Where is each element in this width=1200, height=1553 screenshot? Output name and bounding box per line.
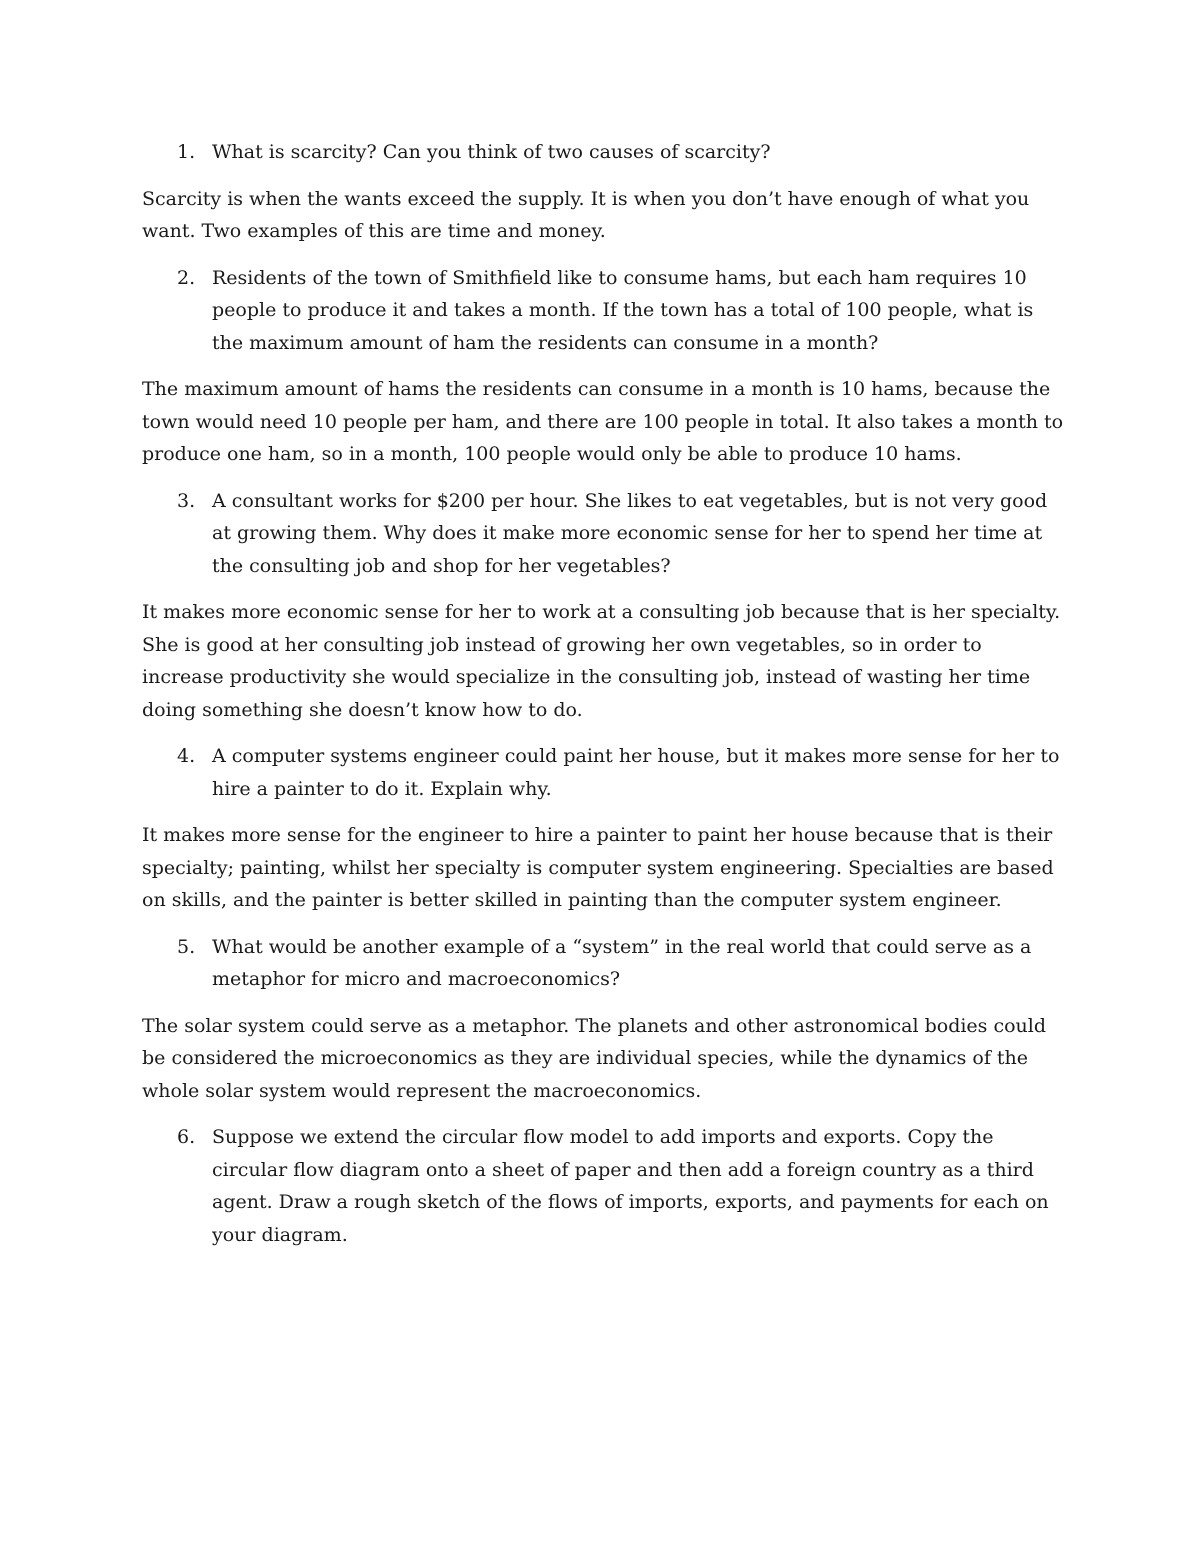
question-text: What would be another example of a “system” in the real world that could serve as a metaphor for micro and macroeconomics? [212, 935, 1032, 990]
answer-4: It makes more sense for the engineer to hire a painter to paint her house because that is their specialty; painting, whilst her specialty is computer system engineering. Specialties are based on skills, and the painter is better skilled in painting than the computer system engineer. [142, 824, 1054, 911]
document-page [142, 136, 1067, 1265]
question-number: 2. [177, 266, 196, 289]
question-text: A consultant works for $200 per hour. She likes to eat vegetables, but is not very good at growing them. Why does it make more economic sense for her to spend her time at the consulting job and shop for her vegetables? [212, 489, 1048, 577]
question-6 [142, 1121, 1067, 1251]
question-5 [142, 931, 1067, 996]
answer-5: The solar system could serve as a metaphor. The planets and other astronomical bodies could be considered the microeconomics as they are individual species, while the dynamics of the whole solar system would represent the macroeconomics. [142, 1014, 1047, 1102]
question-number: 5. [177, 935, 196, 958]
answer-1: Scarcity is when the wants exceed the supply. It is when you don’t have enough of what you want. Two examples of this are time and money. [142, 187, 1030, 242]
question-1 [142, 136, 1067, 169]
question-text: A computer systems engineer could paint her house, but it makes more sense for her to hire a painter to do it. Explain why. [212, 745, 1060, 800]
answer-3: It makes more economic sense for her to work at a consulting job because that is her specialty. She is good at her consulting job instead of growing her own vegetables, so in order to increase productivity she would specialize in the consulting job, instead of wasting her time doing something she doesn’t know how to do. [142, 601, 1061, 721]
question-text: Residents of the town of Smithfield like to consume hams, but each ham requires 10 people to produce it and takes a month. If the town has a total of 100 people, what is the maximum amount of ham the residents can consume in a month? [212, 266, 1034, 354]
question-number: 6. [177, 1126, 196, 1148]
question-number: 3. [177, 489, 196, 512]
question-number: 4. [177, 745, 196, 767]
question-2 [142, 262, 1067, 360]
question-3 [142, 485, 1067, 583]
question-text: Suppose we extend the circular flow model to add imports and exports. Copy the circular flow diagram onto a sheet of paper and then add a foreign country as a third agent. Draw a rough sketch of the flows of imports, exports, and payments for each on your diagram. [212, 1126, 1049, 1246]
question-text: What is scarcity? Can you think of two causes of scarcity? [212, 141, 771, 163]
question-number: 1. [177, 141, 196, 163]
answer-2: The maximum amount of hams the residents can consume in a month is 10 hams, because the town would need 10 people per ham, and there are 100 people in total. It also takes a month to produce one ham, so in a month, 100 people would only be able to produce 10 hams. [142, 378, 1064, 465]
question-4 [142, 740, 1067, 805]
